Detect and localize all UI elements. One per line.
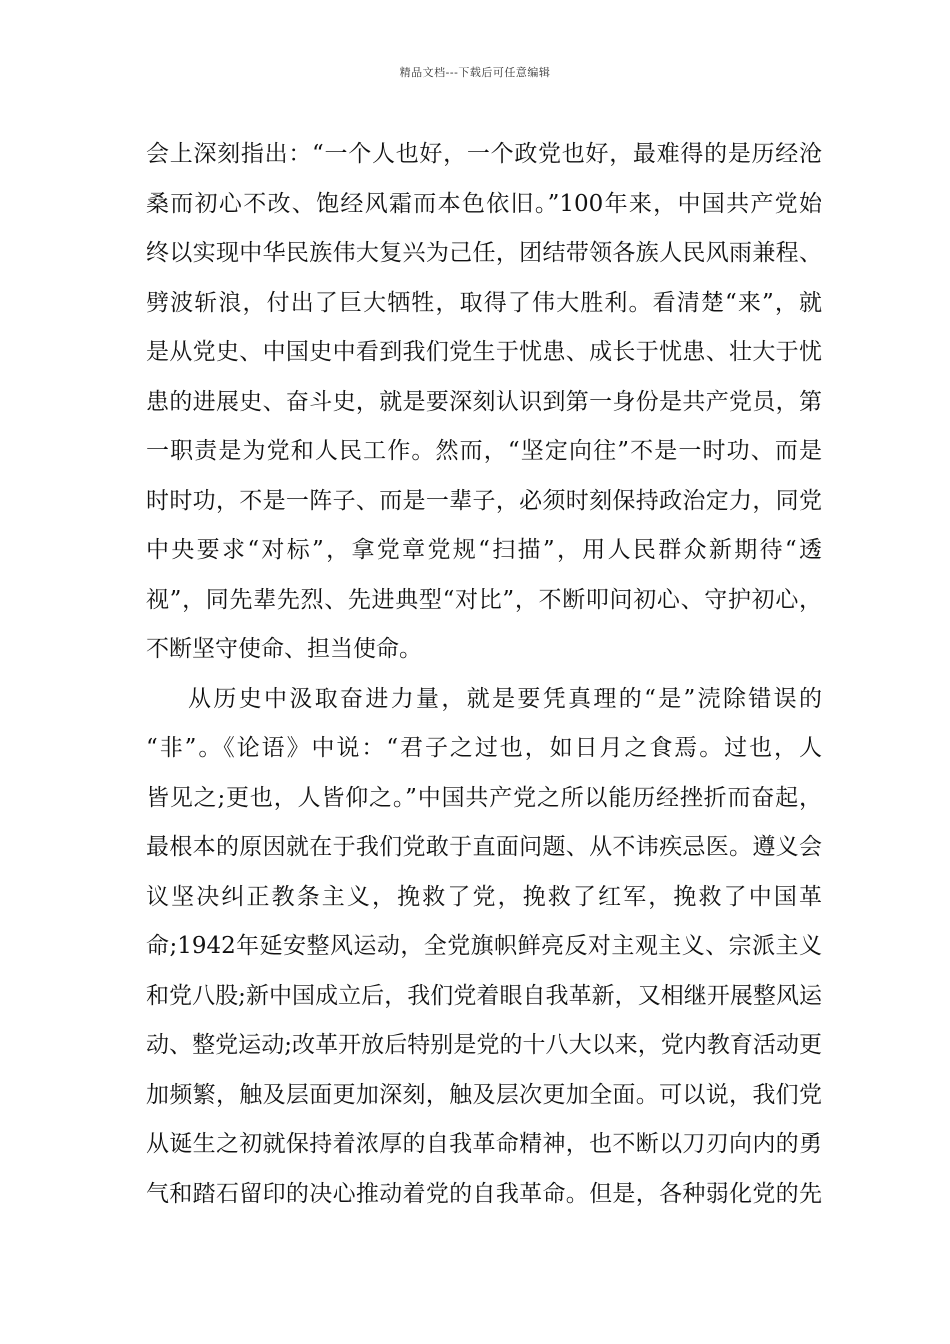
text-line: 一职责是为党和人民工作。然而，“坚定向往”不是一时功、而是 xyxy=(146,438,822,464)
text-line: 气和踏石留印的决心推动着党的自我革命。但是，各种弱化党的先 xyxy=(146,1180,822,1207)
text-line: 动、整党运动;改革开放后特别是党的十八大以来，党内教育活动更 xyxy=(146,1032,822,1058)
text-line: 终以实现中华民族伟大复兴为己任，团结带领各族人民风雨兼程、 xyxy=(146,240,822,266)
text-line: 议坚决纠正教条主义，挽救了党，挽救了红军，挽救了中国革 xyxy=(146,883,822,910)
text-line: 会上深刻指出：“一个人也好，一个政党也好，最难得的是历经沧 xyxy=(146,141,822,167)
text-line: 是从党史、中国史中看到我们党生于忧患、成长于忧患、壮大于忧 xyxy=(146,339,822,365)
text-line: 从历史中汲取奋进力量，就是要凭真理的“是”涜除错误的 xyxy=(188,685,822,712)
text-line: 中央要求“对标”，拿党章党规“扫描”，用人民群众新期待“透 xyxy=(146,537,822,563)
text-line: 皆见之;更也，人皆仰之。”中国共产党之所以能历经挫折而奋起， xyxy=(146,784,822,811)
text-line: 桑而初心不改、饱经风霜而本色依旧。”100年来，中国共产党始 xyxy=(146,190,822,217)
text-line: 最根本的原因就在于我们党敢于直面问题、从不讳疾忌医。遵义会 xyxy=(146,834,822,860)
paragraph-2 xyxy=(146,675,822,1220)
text-line: 和党八股;新中国成立后，我们党着眼自我革新，又相继开展整风运 xyxy=(146,982,822,1009)
text-line: 命;1942年延安整风运动，全党旗帜鲜亮反对主观主义、宗派主义 xyxy=(146,933,822,959)
paragraph-1 xyxy=(146,130,822,675)
text-line: 从诞生之初就保持着浓厚的自我革命精神，也不断以刀刃向内的勇 xyxy=(146,1131,822,1157)
text-line: “非”。《论语》中说：“君子之过也，如日月之食焉。过也，人 xyxy=(146,735,822,761)
text-line: 不断坚守使命、担当使命。 xyxy=(146,636,422,662)
text-line: 视”，同先辈先烈、先进典型“对比”，不断叩问初心、守护初心， xyxy=(146,586,822,613)
text-line: 加频繁，触及层面更加深刻，触及层次更加全面。可以说，我们党 xyxy=(146,1081,822,1108)
page-header: 精品文档---下载后可任意编辑 xyxy=(399,66,551,79)
text-line: 时时功，不是一阵子、而是一辈子，必须时刻保持政治定力，同党 xyxy=(146,487,822,514)
text-line: 劈波斩浪，付出了巨大牺牲，取得了伟大胜利。看清楚“来”，就 xyxy=(146,289,822,316)
text-line: 患的进展史、奋斗史，就是要深刻认识到第一身份是共产党员，第 xyxy=(146,388,822,415)
document-body xyxy=(146,130,822,1219)
